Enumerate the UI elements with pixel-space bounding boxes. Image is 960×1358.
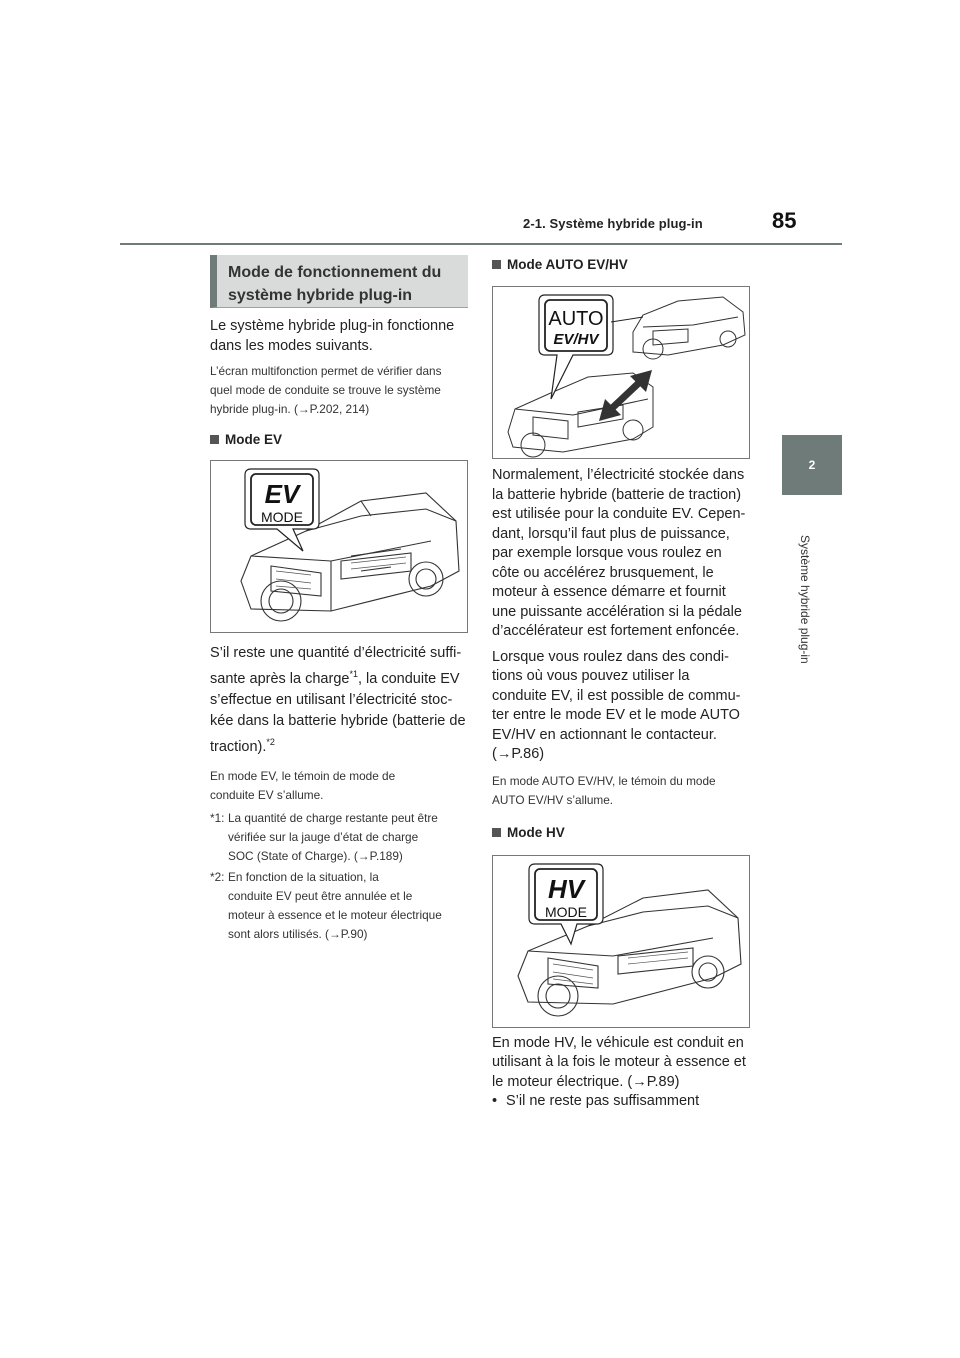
text-line: Normalement, l’électricité stockée dans <box>492 467 745 483</box>
left-column <box>210 255 468 944</box>
text-line: une puissante accélération si la pédale <box>492 603 742 620</box>
hv-mode-illustration <box>492 855 750 1028</box>
footnote-1: *1: La quantité de charge restante peut être vérifiée sur la jauge d’état de charge SOC (State of Charge). (→P.189) <box>210 810 438 863</box>
text-line: ter entre le mode EV et le mode AUTO <box>492 707 740 723</box>
auto-mode-heading: Mode AUTO EV/HV <box>492 257 750 272</box>
text-line: est utilisée pour la conduite EV. Cepen- <box>492 506 746 522</box>
text-line: le moteur électrique. (→P.89) <box>492 1073 680 1090</box>
section-heading: Mode de fonctionnement du système hybride plug-in <box>210 255 468 308</box>
header-section-title: 2-1. Système hybride plug-in <box>523 216 703 231</box>
screen-note: L’écran multifonction permet de vérifier dans quel mode de conduite se trouve le système hybride plug-in. (→P.202, 214) <box>210 364 442 416</box>
ev-indicator-note: En mode EV, le témoin de mode de conduite EV s’allume. <box>210 768 396 802</box>
ev-car-drawing <box>211 461 468 633</box>
hv-badge-bottom: MODE <box>545 903 587 920</box>
text-line: la batterie hybride (batterie de traction) <box>492 486 742 503</box>
chapter-side-label: Système hybride plug-in <box>798 535 812 664</box>
hv-bullet-item: • S’il ne reste pas suffisamment <box>492 1093 700 1109</box>
auto-indicator-note: En mode AUTO EV/HV, le témoin du mode AUTO EV/HV s’allume. <box>492 773 716 807</box>
text-line: moteur à essence démarre et fournit <box>492 584 726 600</box>
auto-car-drawing <box>493 287 750 459</box>
right-column <box>492 255 750 1112</box>
square-bullet-icon <box>492 828 501 837</box>
hv-car-drawing <box>493 856 750 1028</box>
auto-badge-bottom: EV/HV <box>553 331 599 348</box>
text-line: Lorsque vous roulez dans des condi- <box>492 648 729 665</box>
auto-badge-top: AUTO <box>548 308 604 330</box>
text-line: En mode HV, le véhicule est conduit en <box>492 1034 744 1051</box>
auto-mode-illustration <box>492 286 750 459</box>
square-bullet-icon <box>210 435 219 444</box>
hv-mode-heading: Mode HV <box>492 825 750 840</box>
square-bullet-icon <box>492 260 501 269</box>
text-line: conduite EV, il est possible de commu- <box>492 687 741 704</box>
text-line: EV/HV en actionnant le contacteur. <box>492 726 717 743</box>
text-line: par exemple lorsque vous roulez en <box>492 545 722 561</box>
text-line: utilisant à la fois le moteur à essence et <box>492 1054 746 1070</box>
header-rule <box>120 243 842 245</box>
text-line: dant, lorsqu’il faut plus de puissance, <box>492 525 730 542</box>
auto-mode-paragraph-1 <box>492 466 750 642</box>
ev-mode-paragraph: S’il reste une quantité d’électricité suffi- sante après la charge$^{*1}$, la conduite EV s’effectue en utilisant l’électricité stoc- kée dans la batterie hybride (batterie de traction).$^{*2}$ <box>210 645 466 755</box>
ev-badge-bottom: MODE <box>261 509 303 525</box>
text-line: côte ou accélérez brusquement, le <box>492 564 714 581</box>
footnote-2: *2: En fonction de la situation, la conduite EV peut être annulée et le moteur à essence et le moteur électrique sont alors utilisés. (→P.90) <box>210 869 442 941</box>
page-number: 85 <box>772 208 797 233</box>
text-line: (→P.86) <box>492 746 545 762</box>
hv-mode-paragraph <box>492 1034 750 1093</box>
ev-badge-top: EV <box>264 479 300 509</box>
hv-badge-top: HV <box>547 873 585 904</box>
text-line: tions où vous pouvez utiliser la <box>492 668 690 684</box>
ev-mode-heading: Mode EV <box>210 432 468 447</box>
auto-mode-paragraph-2 <box>492 648 750 765</box>
ev-mode-illustration <box>210 460 468 633</box>
intro-paragraph: Le système hybride plug-in fonctionne dans les modes suivants. <box>210 318 455 354</box>
text-line: d’accélérateur est fortement enfoncée. <box>492 623 740 639</box>
chapter-tab: 2 <box>782 435 842 495</box>
